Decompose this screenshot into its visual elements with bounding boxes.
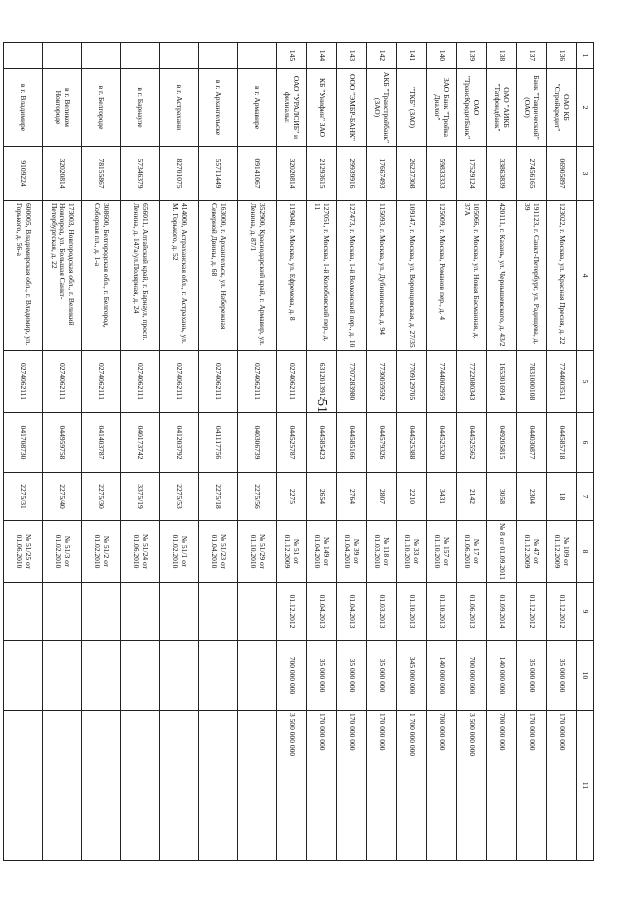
cell-amount1: 35 000 000 [307, 641, 337, 711]
empty-cell [82, 583, 121, 641]
cell-inn: 7744003511 [547, 351, 577, 413]
cell-num: 136 [547, 43, 577, 69]
branch-cell-bik: 040306739 [238, 413, 277, 473]
empty-cell [82, 711, 121, 861]
cell-inn: 6312013912 [307, 351, 337, 413]
branch-cell-address: 656011, Алтайский край, г. Барнаул, просп. Ленина, д. 147а/ул.Полярная, д. 24 [121, 201, 160, 351]
branch-cell-inn: 0274062111 [4, 351, 43, 413]
cell-name: ОАО "УРАЛСИБ" и филиалы: [277, 69, 307, 147]
cell-license: № 39 от 01.04.2010 [337, 521, 367, 583]
cell-name: Банк "Таврический" (ОАО) [517, 69, 547, 147]
cell-amount1: 140 000 000 [427, 641, 457, 711]
branch-cell-name: в г. Великом Новгороде [43, 69, 82, 147]
branch-cell-inn: 0274062111 [199, 351, 238, 413]
branch-row [43, 43, 82, 861]
cell-num: 142 [367, 43, 397, 69]
cell-date: 01.10.2013 [397, 583, 427, 641]
branch-cell-code: 32020814 [43, 147, 82, 201]
cell-num: 143 [337, 43, 367, 69]
cell-amount2: 170 000 000 [547, 711, 577, 861]
cell-code: 32020814 [277, 147, 307, 201]
branch-cell-address: 414000, Астраханская обл., г. Астрахань, ул. М. Горького, д. 52 [160, 201, 199, 351]
branch-cell-license: № 51/2 от 01.02.2010 [82, 521, 121, 583]
header-cell: 7 [577, 473, 594, 521]
cell-name: ООО "ЭМБР-БАНК" [337, 69, 367, 147]
cell-license: № 157 от 01.10.2010 [427, 521, 457, 583]
header-cell: 1 [577, 43, 594, 69]
cell-address: 123022, г. Москва, ул. Красная Пресня, д. 22 [547, 201, 577, 351]
cell-amount2: 700 000 000 [487, 711, 517, 861]
cell-reg: 3058 [487, 473, 517, 521]
cell-inn: 7709129705 [397, 351, 427, 413]
cell-reg: 2210 [397, 473, 427, 521]
empty-cell [43, 583, 82, 641]
cell-amount1: 35 000 000 [367, 641, 397, 711]
empty-cell [160, 583, 199, 641]
cell-name: ОАО "АИКБ "Татфондбанк" [487, 69, 517, 147]
empty-cell [160, 711, 199, 861]
table-row [337, 43, 367, 861]
branch-cell-bik: 041203792 [160, 413, 199, 473]
branch-cell-reg: 2275/40 [43, 473, 82, 521]
branch-cell-bik: 041403787 [82, 413, 121, 473]
cell-amount1: 140 000 000 [487, 641, 517, 711]
cell-reg: 18 [547, 473, 577, 521]
cell-address: 119048, г. Москва, ул. Ефремова, д. 8 [277, 201, 307, 351]
rotated-page-area [15, 42, 594, 860]
cell-inn: 0274062111 [277, 351, 307, 413]
empty-cell [4, 641, 43, 711]
cell-num: 138 [487, 43, 517, 69]
empty-cell [238, 641, 277, 711]
branch-cell-name: в г. Барнауле [121, 69, 160, 147]
cell-address: 115093, г. Москва, ул. Дубининская, д. 94 [367, 201, 397, 351]
cell-license: № 149 от 01.04.2010 [307, 521, 337, 583]
cell-reg: 2304 [517, 473, 547, 521]
cell-inn: 1653016914 [487, 351, 517, 413]
branch-cell-name: в г. Астрахани [160, 69, 199, 147]
header-row [577, 43, 594, 861]
cell-license: № 118 от 01.03.2010 [367, 521, 397, 583]
cell-bik: 044525787 [277, 413, 307, 473]
branch-cell-inn: 0274062111 [238, 351, 277, 413]
cell-address: 125009, г. Москва, Романов пер., д. 4 [427, 201, 457, 351]
cell-address: 127473, г. Москва, 1-й Волконский пер., д. 10 [337, 201, 367, 351]
cell-amount1: 35 000 000 [547, 641, 577, 711]
branch-cell-reg: 2275/56 [238, 473, 277, 521]
header-cell: 9 [577, 583, 594, 641]
branch-row [160, 43, 199, 861]
branch-cell-name: в г. Архангельске [199, 69, 238, 147]
rotated-table-wrapper [15, 42, 594, 860]
cell-license: № 51 от 01.12.2009 [277, 521, 307, 583]
empty-cell [199, 641, 238, 711]
branch-cell-address: 173003, Новгородская обл., г. Великий Новгород, ул. Большая Санкт-Петербургская, д. 22 [43, 201, 82, 351]
cell-date: 01.10.2013 [427, 583, 457, 641]
cell-amount2: 700 000 000 [427, 711, 457, 861]
table-row [517, 43, 547, 861]
cell-amount2: 3 500 000 000 [277, 711, 307, 861]
branch-row [199, 43, 238, 861]
branch-cell-inn: 0274062111 [43, 351, 82, 413]
cell-reg: 3431 [427, 473, 457, 521]
cell-amount1: 345 000 000 [397, 641, 427, 711]
header-cell: 6 [577, 413, 594, 473]
cell-code: 59833333 [427, 147, 457, 201]
cell-license: № 17 от 01.06.2010 [457, 521, 487, 583]
table-row [367, 43, 397, 861]
cell-amount2: 170 000 000 [367, 711, 397, 861]
empty-cell [43, 711, 82, 861]
empty-cell [199, 43, 238, 69]
cell-bik: 044585718 [547, 413, 577, 473]
header-cell: 4 [577, 201, 594, 351]
cell-date: 01.04.2013 [307, 583, 337, 641]
cell-name: ОАО "ТрансКредитБанк" [457, 69, 487, 147]
cell-reg: 2654 [307, 473, 337, 521]
cell-code: 26237308 [397, 147, 427, 201]
table-row [307, 43, 337, 861]
empty-cell [121, 711, 160, 861]
cell-code: 29939916 [337, 147, 367, 201]
branch-cell-code: 82701075 [160, 147, 199, 201]
header-cell: 10 [577, 641, 594, 711]
cell-code: 27456165 [517, 147, 547, 201]
cell-license: № 33 от 01.10.2010 [397, 521, 427, 583]
cell-num: 141 [397, 43, 427, 69]
branch-cell-code: 57346379 [121, 147, 160, 201]
branch-cell-bik: 041708730 [4, 413, 43, 473]
cell-name: ЗАО Банк "Тройка Диалог" [427, 69, 457, 147]
branch-cell-reg: 2275/18 [199, 473, 238, 521]
header-cell: 3 [577, 147, 594, 201]
cell-date: 01.03.2013 [367, 583, 397, 641]
branch-cell-reg: 2275/53 [160, 473, 199, 521]
cell-name: АКБ "Транстройбанк" (ЗАО) [367, 69, 397, 147]
empty-cell [43, 43, 82, 69]
cell-date: 01.04.2013 [337, 583, 367, 641]
cell-reg: 2807 [367, 473, 397, 521]
cell-code: 33863839 [487, 147, 517, 201]
cell-inn: 7730059592 [367, 351, 397, 413]
branch-cell-inn: 0274062111 [121, 351, 160, 413]
cell-address: 191123, г. Санкт-Петербург, ул. Радищева, д. 39 [517, 201, 547, 351]
branch-cell-name: в г. Белгороде [82, 69, 121, 147]
branch-cell-address: 163000, г. Архангельск, ул. Набережная Северной Двины, д. 68 [199, 201, 238, 351]
branch-cell-bik: 040173742 [121, 413, 160, 473]
cell-address: 420111, г. Казань, ул. Чернышевского, д. 43/2 [487, 201, 517, 351]
empty-cell [82, 43, 121, 69]
cell-num: 145 [277, 43, 307, 69]
empty-cell [4, 711, 43, 861]
branch-row [121, 43, 160, 861]
empty-cell [4, 583, 43, 641]
empty-cell [160, 641, 199, 711]
cell-inn: 7744002959 [427, 351, 457, 413]
cell-bik: 044030877 [517, 413, 547, 473]
cell-num: 139 [457, 43, 487, 69]
cell-amount2: 170 000 000 [517, 711, 547, 861]
table-body [4, 43, 577, 861]
branch-cell-license: № 51/1 от 01.02.2010 [160, 521, 199, 583]
branch-cell-address: 352900, Краснодарский край, г. Армавир, ул. Ленина, д. 87/1 [238, 201, 277, 351]
branch-cell-license: № 51/24 от 01.06.2010 [121, 521, 160, 583]
table-row [457, 43, 487, 861]
cell-inn: 7707283980 [337, 351, 367, 413]
branch-cell-license: № 51/3 от 01.02.2010 [43, 521, 82, 583]
cell-amount2: 170 000 000 [337, 711, 367, 861]
table-row [487, 43, 517, 861]
cell-code: 17667493 [367, 147, 397, 201]
bank-registry-table [3, 42, 594, 861]
branch-cell-code: 09141067 [238, 147, 277, 201]
table-row [427, 43, 457, 861]
cell-bik: 044579326 [367, 413, 397, 473]
branch-cell-bik: 044959758 [43, 413, 82, 473]
branch-row [82, 43, 121, 861]
branch-cell-license: № 51/29 от 01.10.2010 [238, 521, 277, 583]
cell-reg: 2275 [277, 473, 307, 521]
cell-amount1: 700 000 000 [457, 641, 487, 711]
cell-name: КБ "Унифин" ЗАО [307, 69, 337, 147]
cell-date: 01.09.2014 [487, 583, 517, 641]
cell-bik: 049205815 [487, 413, 517, 473]
cell-num: 140 [427, 43, 457, 69]
cell-inn: 7831000108 [517, 351, 547, 413]
cell-bik: 044585423 [307, 413, 337, 473]
branch-cell-address: 600005, Владимирская обл., г. Владимир, ул. Горького, д. 56-а [4, 201, 43, 351]
branch-cell-reg: 3375/19 [121, 473, 160, 521]
branch-cell-reg: 2275/31 [4, 473, 43, 521]
branch-cell-license: № 51/23 от 01.04.2010 [199, 521, 238, 583]
cell-address: 105066, г. Москва, ул. Новая Басманная, д. 37А [457, 201, 487, 351]
branch-cell-code: 9109224 [4, 147, 43, 201]
branch-cell-bik: 041117756 [199, 413, 238, 473]
cell-code: 21293615 [307, 147, 337, 201]
cell-amount2: 170 000 000 [307, 711, 337, 861]
empty-cell [199, 583, 238, 641]
header-cell: 2 [577, 69, 594, 147]
cell-bik: 044585166 [337, 413, 367, 473]
cell-bik: 044525388 [397, 413, 427, 473]
branch-cell-name: в г. Владимире [4, 69, 43, 147]
cell-amount1: 35 000 000 [337, 641, 367, 711]
cell-name: ОАО КБ "Стройкредит" [547, 69, 577, 147]
branch-cell-inn: 0274062111 [160, 351, 199, 413]
table-row [397, 43, 427, 861]
cell-amount2: 3 500 000 000 [457, 711, 487, 861]
cell-code: 17529124 [457, 147, 487, 201]
cell-date: 01.12.2012 [277, 583, 307, 641]
empty-cell [160, 43, 199, 69]
cell-address: 109147, г. Москва, ул. Воронцовская, д. 27/35 [397, 201, 427, 351]
cell-amount1: 700 000 000 [277, 641, 307, 711]
empty-cell [238, 43, 277, 69]
cell-license: № 47 от 01.12.2009 [517, 521, 547, 583]
cell-license: № 109 от 01.12.2009 [547, 521, 577, 583]
cell-date: 01.12.2012 [547, 583, 577, 641]
empty-cell [4, 43, 43, 69]
table-row [547, 43, 577, 861]
branch-cell-license: № 51/25 от 01.06.2010 [4, 521, 43, 583]
empty-cell [199, 711, 238, 861]
empty-cell [121, 641, 160, 711]
header-cell: 8 [577, 521, 594, 583]
branch-cell-code: 55711449 [199, 147, 238, 201]
cell-date: 01.12.2012 [517, 583, 547, 641]
branch-cell-code: 78155867 [82, 147, 121, 201]
cell-address: 127051, г. Москва, 1-й Колобовский пер., д. 11 [307, 201, 337, 351]
branch-cell-address: 308600, Белгородская обл., г. Белгород, Соборная пл., д. 1-а [82, 201, 121, 351]
cell-name: "ТКБ" (ЗАО) [397, 69, 427, 147]
cell-amount2: 1 700 000 000 [397, 711, 427, 861]
branch-cell-reg: 2275/30 [82, 473, 121, 521]
cell-code: 06905897 [547, 147, 577, 201]
cell-num: 137 [517, 43, 547, 69]
branch-row [238, 43, 277, 861]
empty-cell [43, 641, 82, 711]
header-cell: 5 [577, 351, 594, 413]
empty-cell [121, 43, 160, 69]
cell-reg: 2764 [337, 473, 367, 521]
branch-row [4, 43, 43, 861]
cell-date: 01.06.2013 [457, 583, 487, 641]
empty-cell [238, 583, 277, 641]
table-row [277, 43, 307, 861]
branch-cell-inn: 0274062111 [82, 351, 121, 413]
cell-inn: 7722080343 [457, 351, 487, 413]
empty-cell [238, 711, 277, 861]
branch-cell-name: в г. Армавире [238, 69, 277, 147]
empty-cell [121, 583, 160, 641]
cell-bik: 044525320 [427, 413, 457, 473]
cell-num: 144 [307, 43, 337, 69]
cell-amount1: 35 000 000 [517, 641, 547, 711]
cell-bik: 044525562 [457, 413, 487, 473]
page-number: 51 [314, 399, 329, 413]
cell-license: № 8 от 01.09.2011 [487, 521, 517, 583]
cell-reg: 2142 [457, 473, 487, 521]
header-cell: 11 [577, 711, 594, 861]
empty-cell [82, 641, 121, 711]
